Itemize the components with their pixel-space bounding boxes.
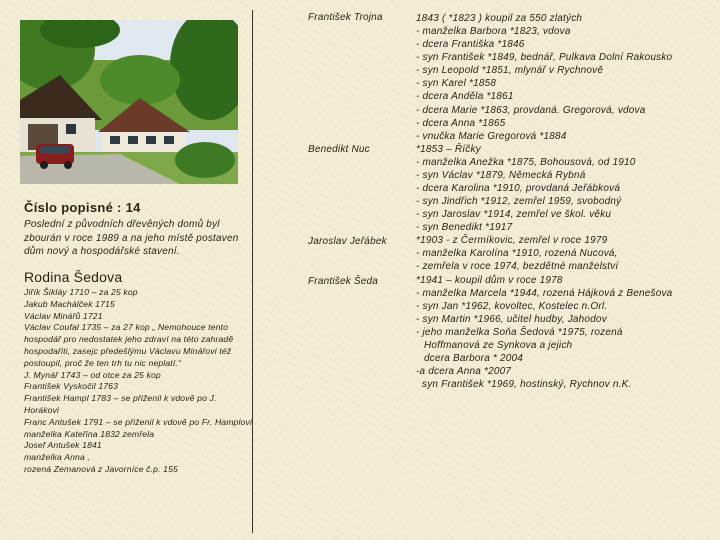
detail-line: - syn Jan *1962, kovoltec, Kostelec n.Orl.	[416, 300, 608, 312]
owner-name-seda: František Šeda	[308, 276, 379, 287]
detail-line: - manželka Anežka *1875, Bohousová, od 1910	[416, 156, 636, 168]
owners-list	[24, 287, 252, 476]
house-note: Poslední z původních dřevěných domů byl zbourán v roce 1989 a na jeho místě postaven dům nový a hospodářské stavení.	[24, 219, 239, 257]
detail-line: - manželka Karolína *1910, rozená Nucová,	[416, 248, 618, 260]
owner-entry: František Hampl 1783 – se přiženil k vdově po J. Horákovi	[24, 393, 217, 415]
detail-line: syn František *1969, hostinský, Rychnov n.K.	[422, 379, 632, 391]
owner-entry: Václav Coufal 1735 – za 27 kop „ Nemohouce tento hospodář pro nedostatek jeho zdraví na této zahradě hospodařiti, zasejc předešlýmu Václavu Minářovi též postoupil, proč že ten trh tu nic neplatí.“	[24, 322, 234, 368]
family-heading: Rodina Šedova	[24, 269, 123, 285]
detail-line: - manželka Barbora *1823, vdova	[416, 26, 571, 38]
house-number-heading: Číslo popisné : 14	[24, 200, 141, 215]
details-column	[416, 12, 716, 391]
owner-entry: František Vyskočil 1763	[24, 381, 119, 392]
detail-line: *1941 – koupil dům v roce 1978	[416, 274, 563, 286]
detail-line: Hoffmanová ze Synkova a jejich	[424, 339, 573, 351]
detail-line: *1853 – Říčky	[416, 143, 481, 155]
detail-line: - syn Leopold *1851, mlynář v Rychnově	[416, 65, 604, 77]
detail-line: - syn Karel *1858	[416, 78, 497, 90]
detail-line: *1903 - z Čermíkovic, zemřel v roce 1979	[416, 235, 608, 247]
detail-line: - syn Benedikt *1917	[416, 222, 513, 234]
owner-entry: manželka Kateřina 1832 zemřela	[24, 428, 155, 439]
owner-entry: J. Mynář 1743 – od otce za 25 kop	[24, 369, 161, 380]
detail-line: - dcera Anděla *1861	[416, 91, 514, 103]
detail-line: - zemřela v roce 1974, bezdětné manželství	[416, 261, 619, 273]
owner-name-nuc: Benedikt Nuc	[308, 144, 370, 155]
owner-entry: manželka Anna ,	[24, 452, 90, 463]
detail-line: 1843 ( *1823 ) koupil za 550 zlatých	[416, 13, 583, 24]
owner-entry: rozená Zemanová z Javorníce č.p. 155	[24, 463, 178, 474]
detail-line: - syn Jaroslav *1914, zemřel ve škol. věku	[416, 209, 612, 221]
detail-line: - syn Jindřich *1912, zemřel 1959, svobodný	[416, 196, 622, 208]
detail-line: - syn Martin *1966, učitel hudby, Jahodov	[416, 313, 607, 325]
detail-line: - dcera Marie *1863, provdaná. Gregorová, vdova	[416, 104, 646, 116]
detail-line: - dcera Anna *1865	[416, 117, 506, 129]
detail-line: - vnučka Marie Gregorová *1884	[416, 130, 567, 142]
owner-name-trojna: František Trojna	[308, 12, 383, 23]
detail-line: -a dcera Anna *2007	[416, 366, 512, 378]
owner-entry: Jakub Machálček 1715	[24, 298, 115, 309]
detail-line: - dcera Františka *1846	[416, 39, 525, 51]
detail-line: - manželka Marcela *1944, rozená Hájková z Benešova	[416, 287, 673, 299]
owner-entry: Václav Minářů 1721	[24, 310, 103, 321]
detail-line: dcera Barbora * 2004	[424, 353, 524, 365]
owner-entry: Franc Antušek 1791 – se přiženil k vdově po Fr. Hamplovi	[24, 416, 252, 427]
column-divider	[252, 10, 253, 533]
detail-line: - syn Václav *1879, Německá Rybná	[416, 169, 586, 181]
detail-line: - syn František *1849, bednář, Pulkava Dolní Rakousko	[416, 52, 673, 64]
owner-name-jerabek: Jaroslav Jeřábek	[308, 236, 387, 247]
detail-line: - jeho manželka Soňa Šedová *1975, rozená	[416, 326, 623, 338]
detail-line: - dcera Karolina *1910, provdaná Jeřábková	[416, 183, 621, 195]
house-photo	[20, 20, 238, 184]
owner-entry: Jiřík Šikláy 1710 – za 25 kop	[24, 287, 138, 297]
owner-entry: Josef Antušek 1841	[24, 440, 102, 451]
